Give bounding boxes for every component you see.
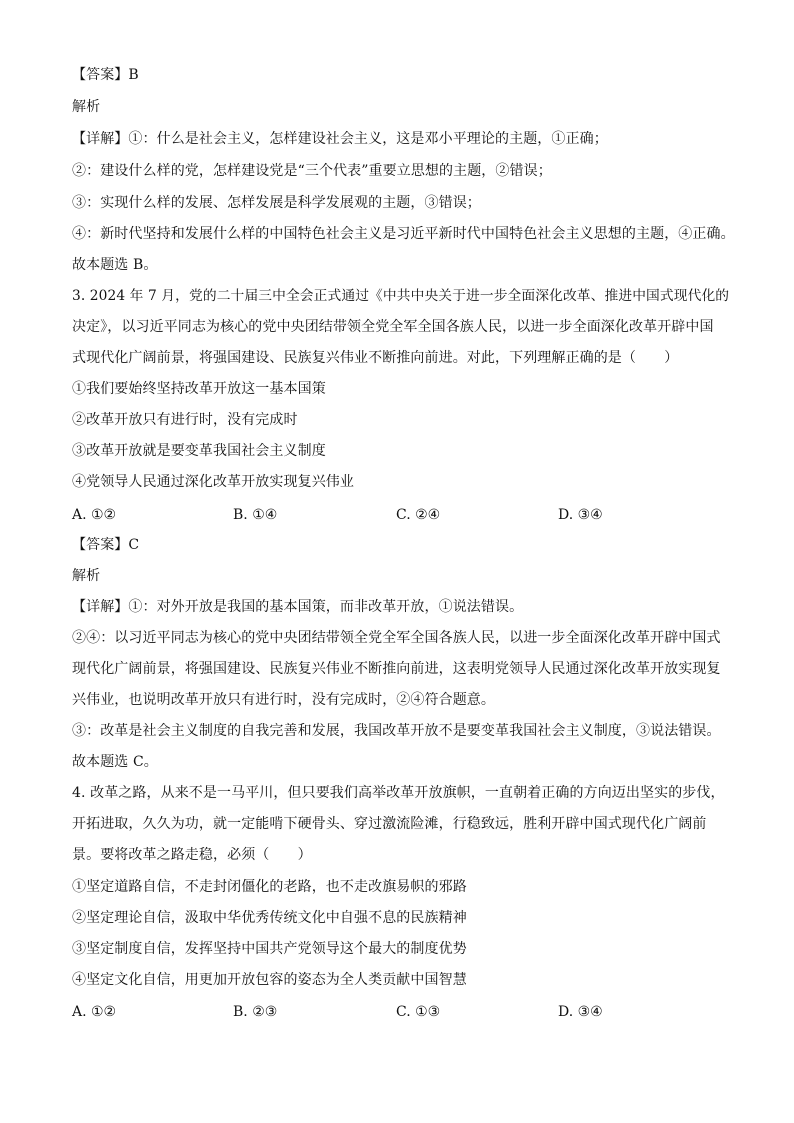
statement-item: ④坚定文化自信，用更加开放包容的姿态为全人类贡献中国智慧 (72, 972, 467, 988)
option-d: D. ③④ (558, 1004, 603, 1020)
option-a: A. ①② (72, 1004, 117, 1020)
statement-item: ④党领导人民通过深化改革开放实现复兴伟业 (72, 474, 354, 490)
detail-line: 【详解】①：什么是社会主义，怎样建设社会主义，这是邓小平理论的主题，①正确； (72, 131, 608, 147)
question-stem: 3. 2024 年 7 月，党的二十届三中全会正式通过《中共中央关于进一步全面深化改革、推进中国式现代化的 (72, 288, 730, 304)
option-b: B. ②③ (233, 1004, 278, 1020)
statement-item: ②改革开放只有进行时，没有完成时 (72, 412, 298, 428)
option-d: D. ③④ (558, 507, 603, 523)
option-c: C. ②④ (396, 507, 441, 523)
statement-item: ①坚定道路自信，不走封闭僵化的老路，也不走改旗易帜的邪路 (72, 879, 467, 895)
question-stem: 开拓进取，久久为功，就一定能啃下硬骨头、穿过激流险滩，行稳致远，胜利开辟中国式现代化广阔前 (72, 816, 707, 832)
analysis-label: 解析 (72, 99, 101, 115)
option-b: B. ①④ (233, 507, 278, 523)
question-stem: 景。要将改革之路走稳，必须（ ） (72, 847, 312, 863)
question-stem: 决定》，以习近平同志为核心的党中央团结带领全党全军全国各族人民，以进一步全面深化改革开辟中国 (72, 319, 714, 335)
analysis-label: 解析 (72, 568, 101, 584)
detail-line: ④：新时代坚持和发展什么样的中国特色社会主义是习近平新时代中国特色社会主义思想的主题，④正确。 (72, 226, 735, 242)
detail-line: 兴伟业，也说明改革开放只有进行时，没有完成时，②④符合题意。 (72, 692, 495, 708)
detail-line: 现代化广阔前景，将强国建设、民族复兴伟业不断推向前进，这表明党领导人民通过深化改革开放实现复 (72, 661, 721, 677)
option-c: C. ①③ (396, 1004, 441, 1020)
statement-item: ③坚定制度自信，发挥坚持中国共产党领导这个最大的制度优势 (72, 941, 467, 957)
detail-line: ③：改革是社会主义制度的自我完善和发展，我国改革开放不是要变革我国社会主义制度，③说法错误。 (72, 723, 721, 739)
statement-item: ②坚定理论自信，汲取中华优秀传统文化中自强不息的民族精神 (72, 910, 467, 926)
statement-item: ①我们要始终坚持改革开放这一基本国策 (72, 381, 326, 397)
conclusion-line: 故本题选 C。 (72, 754, 158, 770)
detail-line: ②④：以习近平同志为核心的党中央团结带领全党全军全国各族人民，以进一步全面深化改革开辟中国式 (72, 630, 721, 646)
question-stem: 4. 改革之路，从来不是一马平川，但只要我们高举改革开放旗帜，一直朝着正确的方向迈出坚实的步伐， (72, 785, 725, 801)
option-a: A. ①② (72, 507, 117, 523)
statement-item: ③改革开放就是要变革我国社会主义制度 (72, 443, 326, 459)
detail-line: ②：建设什么样的党，怎样建设党是“三个代表”重要立思想的主题，②错误； (72, 163, 552, 179)
detail-line: 【详解】①：对外开放是我国的基本国策，而非改革开放，①说法错误。 (72, 599, 524, 615)
answer-label: 【答案】B (72, 67, 139, 83)
question-stem: 式现代化广阔前景，将强国建设、民族复兴伟业不断推向前进。对此，下列理解正确的是（ ） (72, 350, 679, 366)
answer-label: 【答案】C (72, 537, 140, 553)
conclusion-line: 故本题选 B。 (72, 257, 158, 273)
detail-line: ③：实现什么样的发展、怎样发展是科学发展观的主题，③错误； (72, 195, 481, 211)
